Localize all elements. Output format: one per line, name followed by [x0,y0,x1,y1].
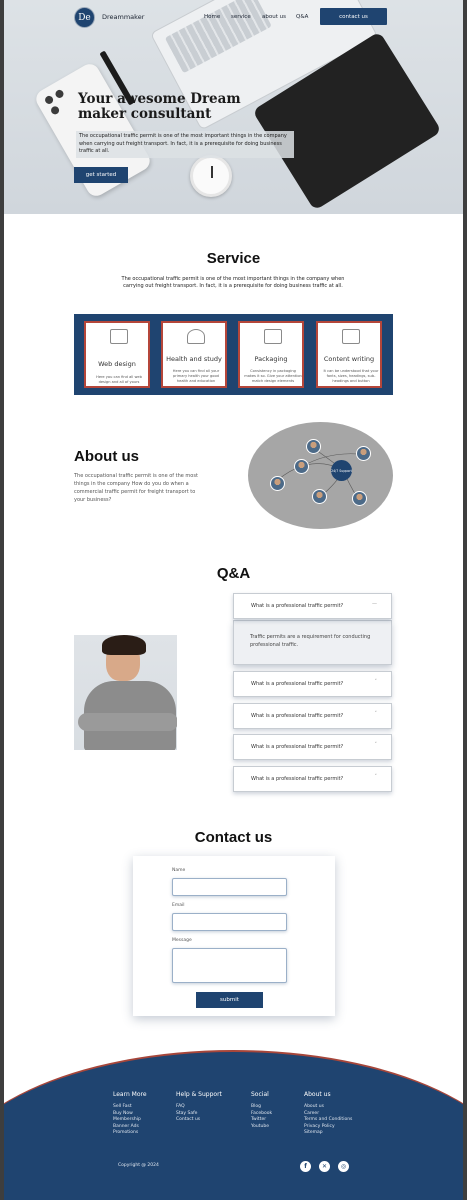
qa-question-text: What is a professional traffic permit? [251,744,344,750]
service-card-packaging[interactable] [238,321,304,388]
footer-link[interactable]: Twitter [251,1117,267,1122]
chevron-down-icon: ˅ [374,742,377,748]
name-field[interactable] [172,878,287,896]
top-nav [0,0,467,33]
contact-form [133,856,335,1016]
message-label: Message [172,938,192,943]
service-card-content-writing[interactable] [316,321,382,388]
service-card-web-design[interactable] [84,321,150,388]
avatar [294,459,309,474]
alarm-clock-image [190,155,232,197]
submit-button[interactable]: submit [196,992,263,1008]
support-hub: 24/7 Support [331,460,352,481]
email-label: Email [172,903,185,908]
footer-column-learn-more [113,1091,147,1137]
footer-link[interactable]: Sell Fast [113,1104,132,1109]
qa-question-text: What is a professional traffic permit? [251,713,344,719]
qa-question-4[interactable] [233,734,392,760]
minus-icon: — [372,601,377,607]
footer-link[interactable]: Stay Safe [176,1110,198,1116]
nav-link-qa[interactable]: Q&A [296,14,309,20]
card-text: Consistency in packaging makes it so. Give your attention match design elements [244,369,302,383]
x-icon[interactable]: ✕ [319,1161,330,1172]
about-title: About us [74,448,139,465]
footer-link[interactable]: Buy Now [113,1110,133,1116]
person-arms [78,713,177,731]
content-icon [342,329,360,344]
service-description: The occupational traffic permit is one of the most important things in the company when carrying out freight transport. In fact, it is a prerequisite for doing business traffic at all. [121,276,345,289]
card-title: Web design [98,360,136,368]
facebook-icon[interactable]: f [300,1161,311,1172]
footer-column-social [251,1091,272,1130]
logo[interactable]: De [74,7,95,28]
footer [4,1040,463,1200]
about-text: The occupational traffic permit is one of the most things in the company How do you do when a commercial traffic permit for freight transport to your business? [74,473,198,503]
qa-answer-panel [233,620,392,665]
footer-column-title: Learn More [113,1091,147,1098]
footer-column-title: About us [304,1091,331,1098]
camera-lens [54,88,65,99]
chevron-down-icon: ˅ [374,711,377,717]
nav-link-service[interactable]: service [231,14,251,20]
contact-title: Contact us [194,829,273,846]
service-card-health[interactable] [161,321,227,388]
chevron-down-icon: ˅ [374,679,377,685]
qa-question-3[interactable] [233,703,392,729]
card-text: Here you can find all your primary health your good health and education [172,369,220,383]
footer-link[interactable]: FAQ [176,1104,185,1109]
nav-link-home[interactable]: Home [204,14,221,20]
contact-us-button[interactable]: contact us [320,8,387,25]
footer-link[interactable]: Membership [113,1117,141,1122]
footer-column-help [176,1091,222,1124]
right-edge [463,0,467,1200]
monitor-icon [110,329,128,344]
footer-column-title: Help & Support [176,1091,222,1098]
get-started-button[interactable]: get started [74,167,128,183]
package-icon [264,329,282,344]
card-title: Health and study [166,355,222,363]
footer-link[interactable]: Contact us [176,1117,201,1122]
qa-person-photo [74,635,177,750]
brand-name[interactable]: Dreammaker [102,13,145,21]
footer-link[interactable]: Banner Ads [113,1123,139,1129]
avatar [356,446,371,461]
email-field[interactable] [172,913,287,931]
doctor-icon [187,329,205,344]
avatar [306,439,321,454]
qa-question-text: What is a professional traffic permit? [251,603,344,609]
name-label: Name [172,868,186,873]
chevron-down-icon: ˅ [374,774,377,780]
instagram-icon[interactable]: ◎ [338,1161,349,1172]
card-text: Here you can find all web design and all of yours [96,375,142,384]
footer-background [4,1050,463,1200]
camera-lens [44,94,55,105]
footer-link[interactable]: Youtube [251,1123,269,1129]
avatar [352,491,367,506]
avatar [312,489,327,504]
camera-lens [50,105,61,116]
footer-link[interactable]: Privacy Policy [304,1123,335,1129]
qa-answer-text: Traffic permits are a requirement for conducting professional traffic. [250,634,371,648]
qa-question-text: What is a professional traffic permit? [251,776,344,782]
network-lines [248,422,393,529]
card-title: Packaging [254,355,288,363]
qa-question-1[interactable] [233,593,392,619]
qa-question-2[interactable] [233,671,392,697]
footer-link[interactable]: Facebook [251,1110,273,1116]
copyright: Copyright @ 2024 [118,1163,159,1168]
card-title: Content writing [323,355,375,363]
qa-title: Q&A [216,565,251,582]
avatar [270,476,285,491]
footer-column-about [304,1091,352,1137]
footer-link[interactable]: Career [304,1110,320,1116]
footer-link[interactable]: Promotions [113,1130,139,1135]
service-cards-band [74,314,393,395]
card-text: It can be understood that your fonts, sizes, headings, sub-headings and button [323,369,379,383]
hero-title: Your awesome Dream maker consultant [78,91,241,122]
footer-link[interactable]: Blog [251,1104,261,1109]
footer-link[interactable]: About us [304,1104,324,1109]
network-illustration [248,422,393,529]
person-hair [102,635,146,655]
hero-text: The occupational traffic permit is one of the most important things in the company when carrying out freight transport. In fact, it is a prerequisite for doing business traffic at all. [76,131,294,158]
message-field[interactable] [172,948,287,983]
footer-column-title: Social [251,1091,269,1098]
footer-link[interactable]: Terms and Conditions [304,1117,353,1122]
service-title: Service [206,250,261,267]
footer-link[interactable]: Sitemap [304,1130,323,1135]
qa-question-text: What is a professional traffic permit? [251,681,344,687]
nav-link-about[interactable]: about us [262,14,286,20]
qa-question-5[interactable] [233,766,392,792]
